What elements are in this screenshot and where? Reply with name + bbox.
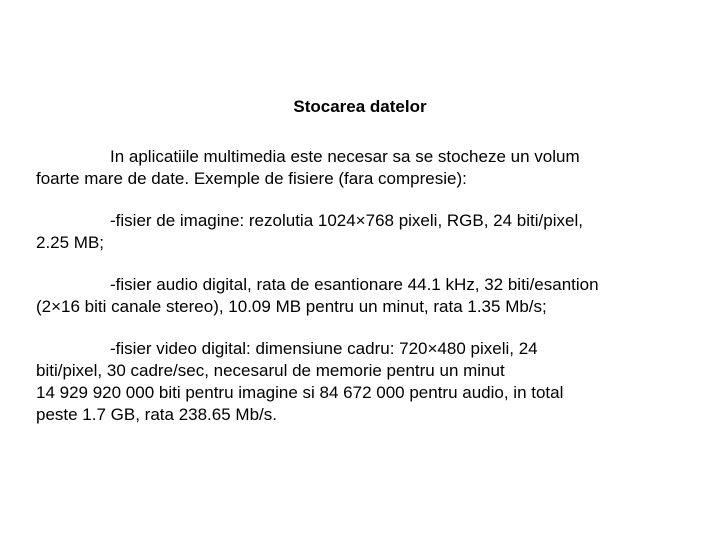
paragraph-line: In aplicatiile multimedia este necesar sa se stocheze un volum (110, 147, 580, 166)
paragraph-line: -fisier de imagine: rezolutia 1024×768 pixeli, RGB, 24 biti/pixel, (110, 211, 583, 230)
slide-title: Stocarea datelor (293, 97, 427, 116)
paragraph-line: peste 1.7 GB, rata 238.65 Mb/s. (36, 405, 277, 424)
paragraph-intro (36, 146, 696, 190)
paragraph-video-file (36, 338, 696, 426)
slide-body (36, 146, 696, 446)
paragraph-line: 14 929 920 000 biti pentru imagine si 84 672 000 pentru audio, in total (36, 383, 564, 402)
paragraph-line: foarte mare de date. Exemple de fisiere (fara compresie): (36, 169, 467, 188)
paragraph-audio-file (36, 274, 696, 318)
paragraph-line: biti/pixel, 30 cadre/sec, necesarul de memorie pentru un minut (36, 361, 505, 380)
paragraph-line: (2×16 biti canale stereo), 10.09 MB pentru un minut, rata 1.35 Mb/s; (36, 297, 547, 316)
paragraph-image-file (36, 210, 696, 254)
paragraph-line: -fisier video digital: dimensiune cadru: 720×480 pixeli, 24 (110, 339, 538, 358)
paragraph-line: -fisier audio digital, rata de esantionare 44.1 kHz, 32 biti/esantion (110, 275, 599, 294)
paragraph-line: 2.25 MB; (36, 233, 105, 252)
